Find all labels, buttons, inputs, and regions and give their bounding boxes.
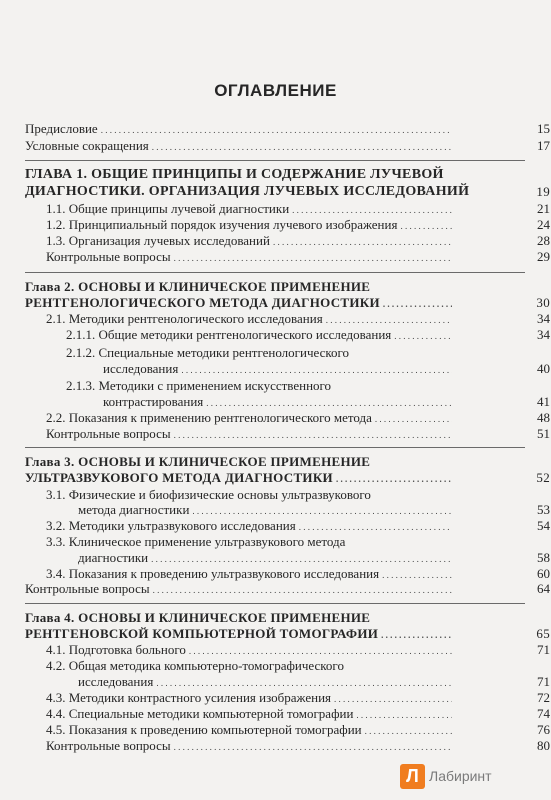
separator [25,272,525,273]
watermark-text: Лабиринт [429,768,492,784]
chapter-4-heading: Глава 4. ОСНОВЫ И КЛИНИЧЕСКОЕ ПРИМЕНЕНИЕ [25,610,371,625]
labirint-logo-icon: Л [400,764,425,789]
toc-entry-preface: Предисловие . . . 15 [25,121,455,137]
toc-entry-1-1: 1.1. Общие принципы лучевой диагностики . . . 21 [46,201,455,217]
toc-entry-2-1-2-end: исследования . . . 40 [103,361,455,377]
separator [25,160,525,161]
toc-entry-3-3: 3.3. Клиническое применение ультразвукового метода [46,534,346,549]
chapter-4-heading-end: РЕНТГЕНОВСКОЙ КОМПЬЮТЕРНОЙ ТОМОГРАФИИ . . . 65 [25,626,455,642]
toc-entry-4-2-end: исследования . . . 71 [78,674,455,690]
chapter-3-heading: Глава 3. ОСНОВЫ И КЛИНИЧЕСКОЕ ПРИМЕНЕНИЕ [25,454,371,469]
toc-entry-4-3: 4.3. Методики контрастного усиления изображения . . . 72 [46,690,455,706]
chapter-1-heading-end: ДИАГНОСТИКИ. ОРГАНИЗАЦИЯ ЛУЧЕВЫХ ИССЛЕДОВАНИЙ 19 [25,184,550,199]
toc-entry-3-4: 3.4. Показания к проведению ультразвукового исследования . . . 60 [46,566,455,582]
toc-entry-3-questions: Контрольные вопросы . . . 64 [25,581,455,597]
toc-entry-2-1-3: 2.1.3. Методики с применением искусственного [66,378,332,393]
toc-entry-1-questions: Контрольные вопросы . . . 29 [46,249,455,265]
toc-entry-3-1: 3.1. Физические и биофизические основы ультразвукового [46,487,371,502]
toc-entry-1-2: 1.2. Принципиальный порядок изучения лучевого изображения . . . 24 [46,217,455,233]
toc-entry-1-3: 1.3. Организация лучевых исследований . . . 28 [46,233,455,249]
toc-entry-4-4: 4.4. Специальные методики компьютерной томографии . . . 74 [46,706,455,722]
toc-entry-4-1: 4.1. Подготовка больного . . . 71 [46,642,455,658]
toc-entry-3-2: 3.2. Методики ультразвукового исследования . . . 54 [46,518,455,534]
toc-entry-4-questions: Контрольные вопросы . . . 80 [46,738,455,754]
toc-entry-2-questions: Контрольные вопросы . . . 51 [46,426,455,442]
toc-entry-3-3-end: диагностики . . . 58 [78,550,455,566]
toc-entry-4-5: 4.5. Показания к проведению компьютерной томографии . . . 76 [46,722,455,738]
toc-entry-2-1-1: 2.1.1. Общие методики рентгенологического исследования . . . 34 [66,327,455,343]
chapter-3-heading-end: УЛЬТРАЗВУКОВОГО МЕТОДА ДИАГНОСТИКИ . . . 52 [25,470,455,486]
toc-entry-2-1-3-end: контрастирования . . . 41 [103,394,455,410]
toc-entry-4-2: 4.2. Общая методика компьютерно-томографического [46,658,344,673]
separator [25,603,525,604]
chapter-1-heading: ГЛАВА 1. ОБЩИЕ ПРИНЦИПЫ И СОДЕРЖАНИЕ ЛУЧЕВОЙ [25,167,444,182]
toc-entry-abbreviations: Условные сокращения . . . 17 [25,138,455,154]
toc-title: ОГЛАВЛЕНИЕ [214,81,337,100]
toc-entry-2-2: 2.2. Показания к применению рентгенологического метода . . . 48 [46,410,455,426]
chapter-2-heading: Глава 2. ОСНОВЫ И КЛИНИЧЕСКОЕ ПРИМЕНЕНИЕ [25,279,371,294]
toc-entry-2-1-2: 2.1.2. Специальные методики рентгенологического [66,345,350,360]
separator [25,447,525,448]
chapter-2-heading-end: РЕНТГЕНОЛОГИЧЕСКОГО МЕТОДА ДИАГНОСТИКИ . . . 30 [25,295,455,311]
toc-entry-2-1: 2.1. Методики рентгенологического исследования . . . 34 [46,311,455,327]
toc-entry-3-1-end: метода диагностики . . . 53 [78,502,455,518]
